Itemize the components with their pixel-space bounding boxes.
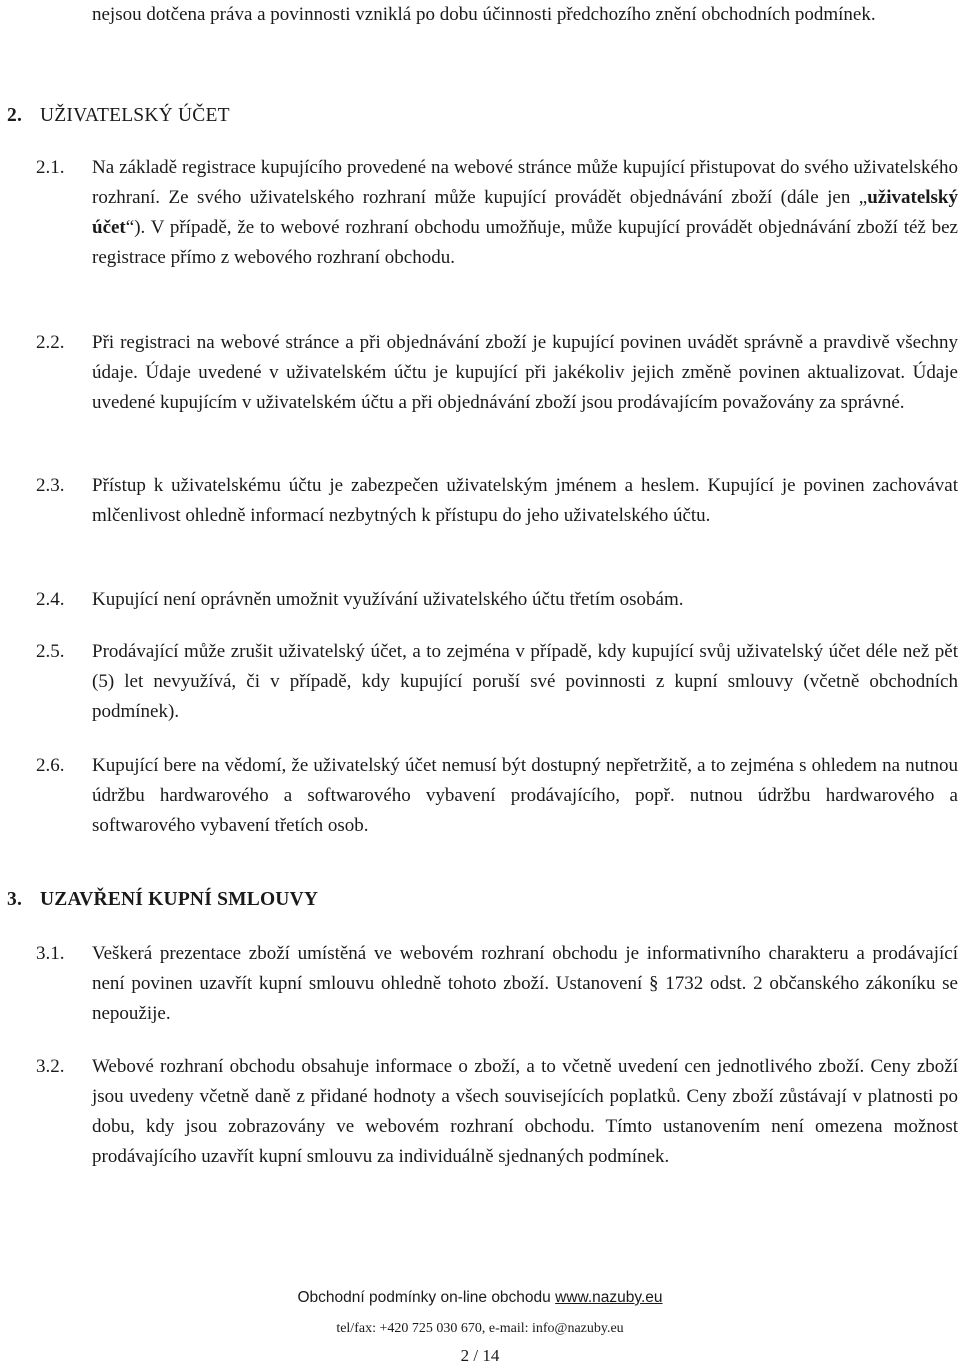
section-2-title: UŽIVATELSKÝ ÚČET (40, 105, 230, 126)
section-3-number: 3. (7, 889, 23, 910)
intro-paragraph: nejsou dotčena práva a povinnosti vzniklá po dobu účinnosti předchozího znění obchodních podmínek. (92, 4, 876, 25)
footer-website-link[interactable]: www.nazuby.eu (555, 1289, 663, 1306)
item-2-1-text: Na základě registrace kupujícího provedené na webové stránce může kupující přistupovat do svého uživatelského rozhraní. Ze svého uživatelského rozhraní může kupující provádět objednávání zboží (dále jen „uživatelský účet“). V případě, že to webové rozhraní obchodu umožňuje, může kupující provádět objednávání zboží též bez registrace přímo z webového rozhraní obchodu. (92, 157, 958, 268)
section-3-title: UZAVŘENÍ KUPNÍ SMLOUVY (40, 889, 319, 910)
item-2-3-number: 2.3. (36, 475, 65, 496)
item-3-1-text: Veškerá prezentace zboží umístěná ve webovém rozhraní obchodu je informativního charakteru a prodávající není povinen uzavřít kupní smlouvu ohledně tohoto zboží. Ustanovení § 1732 odst. 2 občanského zákoníku se nepoužije. (92, 943, 958, 1024)
defined-term: uživatelský účet (92, 187, 958, 238)
item-2-4-number: 2.4. (36, 589, 65, 610)
item-2-5-text: Prodávající může zrušit uživatelský účet, a to zejména v případě, kdy kupující svůj uživatelský účet déle než pět (5) let nevyužívá, či v případě, kdy kupující poruší své povinnosti z kupní smlouvy (včetně obchodních podmínek). (92, 641, 958, 722)
page-number: 2 / 14 (460, 1346, 500, 1365)
item-2-4-text: Kupující není oprávněn umožnit využívání uživatelského účtu třetím osobám. (92, 589, 684, 610)
footer-title: Obchodní podmínky on-line obchodu www.nazuby.eu (297, 1289, 663, 1306)
item-3-2-text: Webové rozhraní obchodu obsahuje informace o zboží, a to včetně uvedení cen jednotlivého zboží. Ceny zboží jsou uvedeny včetně daně z přidané hodnoty a všech souvisejících poplatků. Ceny zboží zůstávají v platnosti po dobu, kdy jsou zobrazovány ve webovém rozhraní obchodu. Tímto ustanovením není omezena možnost prodávajícího uzavřít kupní smlouvu za individuálně sjednaných podmínek. (92, 1056, 958, 1167)
item-2-2-number: 2.2. (36, 332, 65, 353)
item-2-3-text: Přístup k uživatelskému účtu je zabezpečen uživatelským jménem a heslem. Kupující je povinen zachovávat mlčenlivost ohledně informací nezbytných k přístupu do jeho uživatelského účtu. (92, 475, 958, 526)
item-2-5-number: 2.5. (36, 641, 65, 662)
item-2-6-text: Kupující bere na vědomí, že uživatelský účet nemusí být dostupný nepřetržitě, a to zejména s ohledem na nutnou údržbu hardwarového a softwarového vybavení prodávajícího, popř. nutnou údržbu hardwarového a softwarového vybavení třetích osob. (92, 755, 958, 836)
item-2-2-text: Při registraci na webové stránce a při objednávání zboží je kupující povinen uvádět správně a pravdivě všechny údaje. Údaje uvedené v uživatelském účtu je kupující při jakékoliv jejich změně povinen aktualizovat. Údaje uvedené kupujícím v uživatelském účtu a při objednávání zboží jsou prodávajícím považovány za správné. (92, 332, 958, 413)
item-3-2-number: 3.2. (36, 1056, 65, 1077)
section-2-number: 2. (7, 105, 23, 126)
item-2-1-number: 2.1. (36, 157, 65, 178)
footer-contact: tel/fax: +420 725 030 670, e-mail: info@nazuby.eu (336, 1321, 624, 1336)
item-2-6-number: 2.6. (36, 755, 65, 776)
item-3-1-number: 3.1. (36, 943, 65, 964)
